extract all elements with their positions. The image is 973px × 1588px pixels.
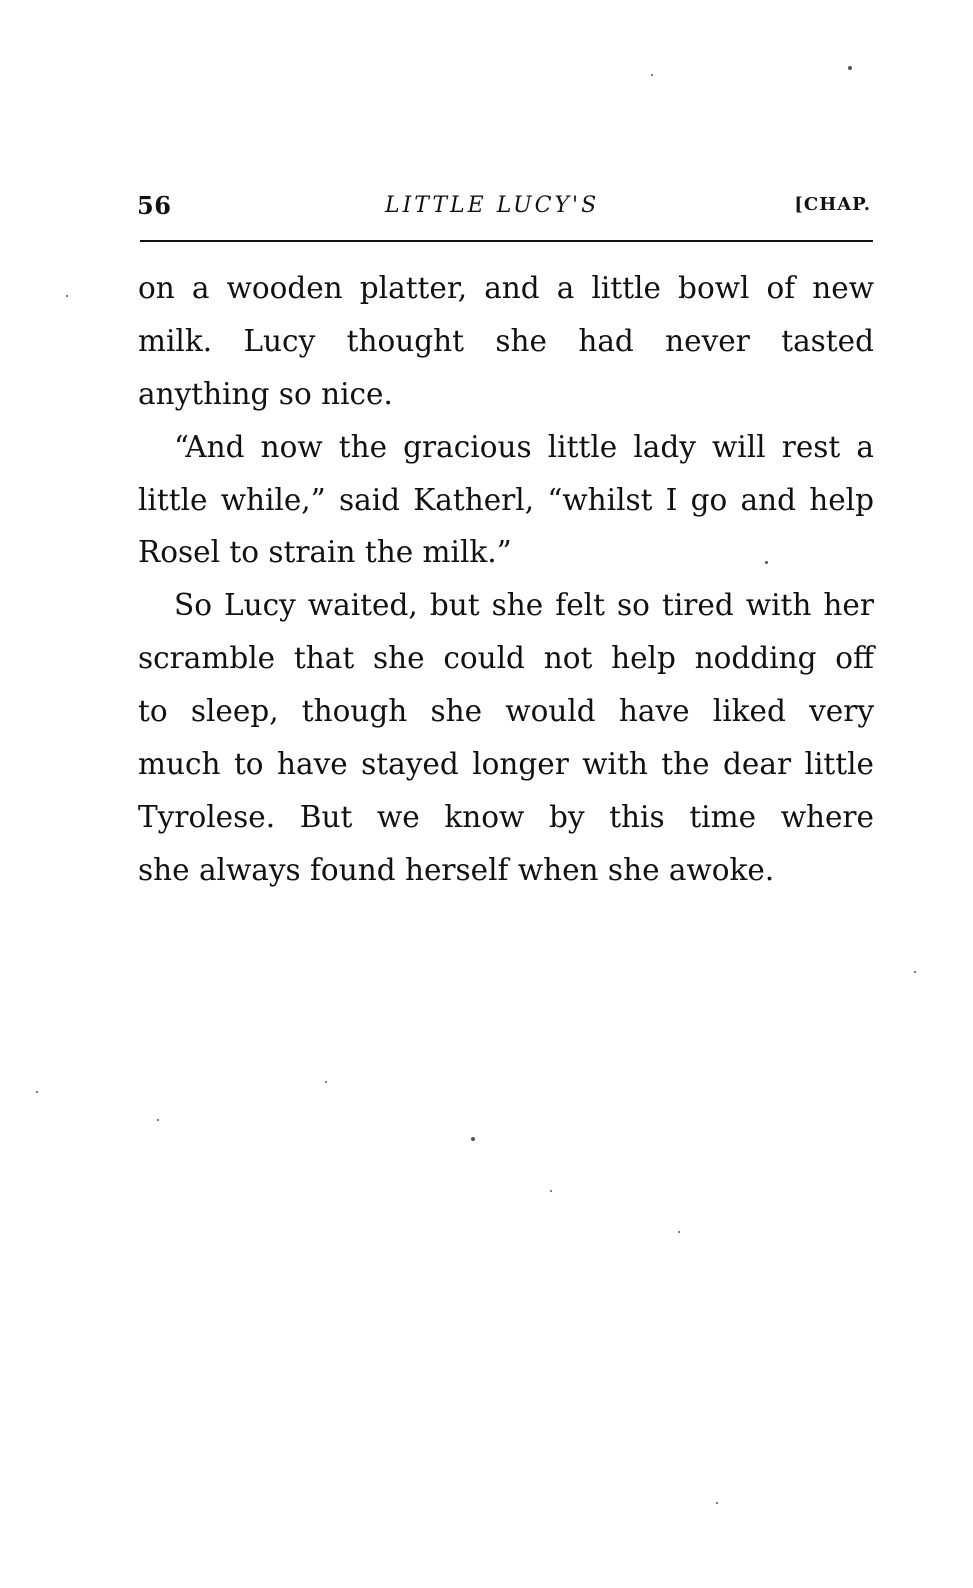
page-number: 56 bbox=[137, 191, 172, 220]
header-rule bbox=[140, 240, 873, 242]
text-line: So Lucy waited, but she felt so tired with her bbox=[174, 588, 874, 623]
scan-speck bbox=[848, 66, 852, 70]
chapter-mark: [CHAP. bbox=[794, 194, 871, 215]
scan-speck bbox=[678, 1231, 680, 1233]
text-line: much to have stayed longer with the dear little bbox=[138, 747, 874, 782]
scan-speck bbox=[325, 1081, 327, 1083]
text-line: “And now the gracious little lady will rest a bbox=[174, 429, 874, 464]
text-line: milk. Lucy thought she had never tasted bbox=[138, 323, 874, 358]
text-line: scramble that she could not help nodding off bbox=[138, 641, 874, 676]
text-line: on a wooden platter, and a little bowl of new bbox=[138, 271, 874, 305]
scan-speck bbox=[36, 1091, 38, 1093]
text-line: Tyrolese. But we know by this time where bbox=[138, 799, 874, 834]
running-title: LITTLE LUCY'S bbox=[385, 193, 600, 218]
text-line: to sleep, though she would have liked very bbox=[138, 694, 874, 729]
text-line: anything so nice. bbox=[138, 376, 393, 411]
scan-speck bbox=[157, 1119, 159, 1121]
text-line: Rosel to strain the milk.” bbox=[138, 535, 512, 570]
text-line: she always found herself when she awoke. bbox=[138, 852, 775, 887]
scan-speck bbox=[914, 971, 916, 973]
body-text bbox=[138, 262, 874, 897]
running-header bbox=[137, 191, 873, 227]
scan-speck bbox=[651, 74, 653, 76]
scan-speck bbox=[66, 295, 68, 297]
scan-speck bbox=[765, 561, 768, 564]
scan-speck bbox=[471, 1137, 475, 1141]
text-line: little while,” said Katherl, “whilst I go and help bbox=[138, 482, 874, 517]
scan-speck bbox=[716, 1502, 718, 1504]
scan-speck bbox=[550, 1190, 552, 1192]
